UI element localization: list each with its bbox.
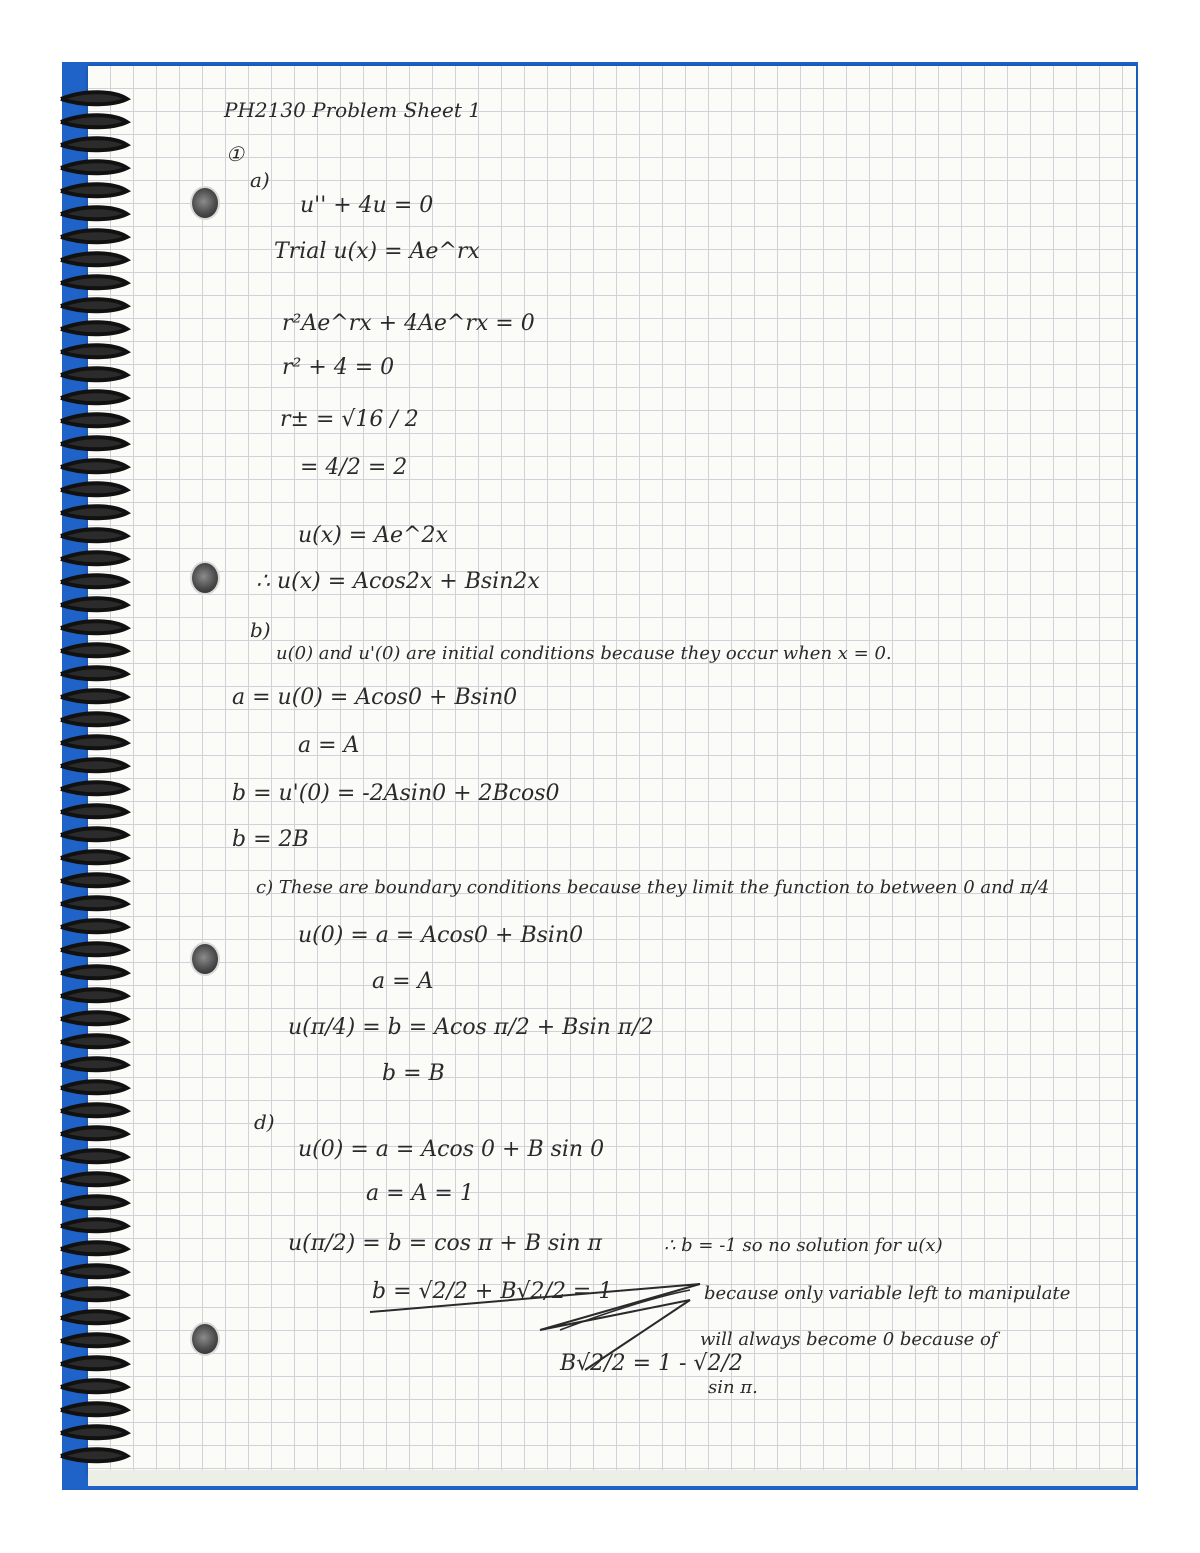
- equation-line: r± = √16 / 2: [280, 407, 419, 432]
- equation-line: ∴ u(x) = Acos2x + Bsin2x: [256, 569, 540, 594]
- equation-line: u(π/4) = b = Acos π/2 + Bsin π/2: [288, 1015, 654, 1040]
- equation-line: a = A: [298, 733, 360, 758]
- equation-line: u(x) = Ae^2x: [298, 523, 448, 548]
- text-line: c) These are boundary conditions because they limit the function to between 0 and π/4: [256, 877, 1050, 898]
- part-label: a): [250, 168, 270, 192]
- equation-line: b = u'(0) = -2Asin0 + 2Bcos0: [232, 781, 560, 806]
- text-line: ∴ b = -1 so no solution for u(x): [664, 1235, 943, 1256]
- equation-line: u(0) = a = Acos 0 + B sin 0: [298, 1137, 605, 1162]
- equation-line: u(0) = a = Acos0 + Bsin0: [298, 923, 584, 948]
- text-line: will always become 0 because of: [700, 1329, 998, 1350]
- equation-line: a = A = 1: [366, 1181, 474, 1206]
- equation-line: B√2/2 = 1 - √2/2: [560, 1351, 743, 1376]
- equation-line: r² + 4 = 0: [282, 355, 395, 380]
- text-line: because only variable left to manipulate: [704, 1283, 1071, 1304]
- equation-line: u(π/2) = b = cos π + B sin π: [288, 1231, 602, 1256]
- part-label: d): [254, 1110, 275, 1134]
- text-line: u(0) and u'(0) are initial conditions because they occur when x = 0.: [276, 643, 892, 664]
- part-label: b): [250, 618, 271, 642]
- equation-line: b = 2B: [232, 827, 309, 852]
- sheet-title: PH2130 Problem Sheet 1: [224, 98, 481, 122]
- equation-line: b = √2/2 + B√2/2 = 1: [372, 1279, 613, 1304]
- equation-line: a = u(0) = Acos0 + Bsin0: [232, 685, 518, 710]
- question-number: ①: [226, 142, 244, 166]
- equation-line: b = B: [382, 1061, 445, 1086]
- equation-line: = 4/2 = 2: [300, 455, 408, 480]
- equation-line: u'' + 4u = 0: [300, 193, 434, 218]
- equation-line: Trial u(x) = Ae^rx: [274, 239, 480, 264]
- equation-line: r²Ae^rx + 4Ae^rx = 0: [282, 311, 535, 336]
- equation-line: a = A: [372, 969, 434, 994]
- text-line: sin π.: [708, 1377, 758, 1398]
